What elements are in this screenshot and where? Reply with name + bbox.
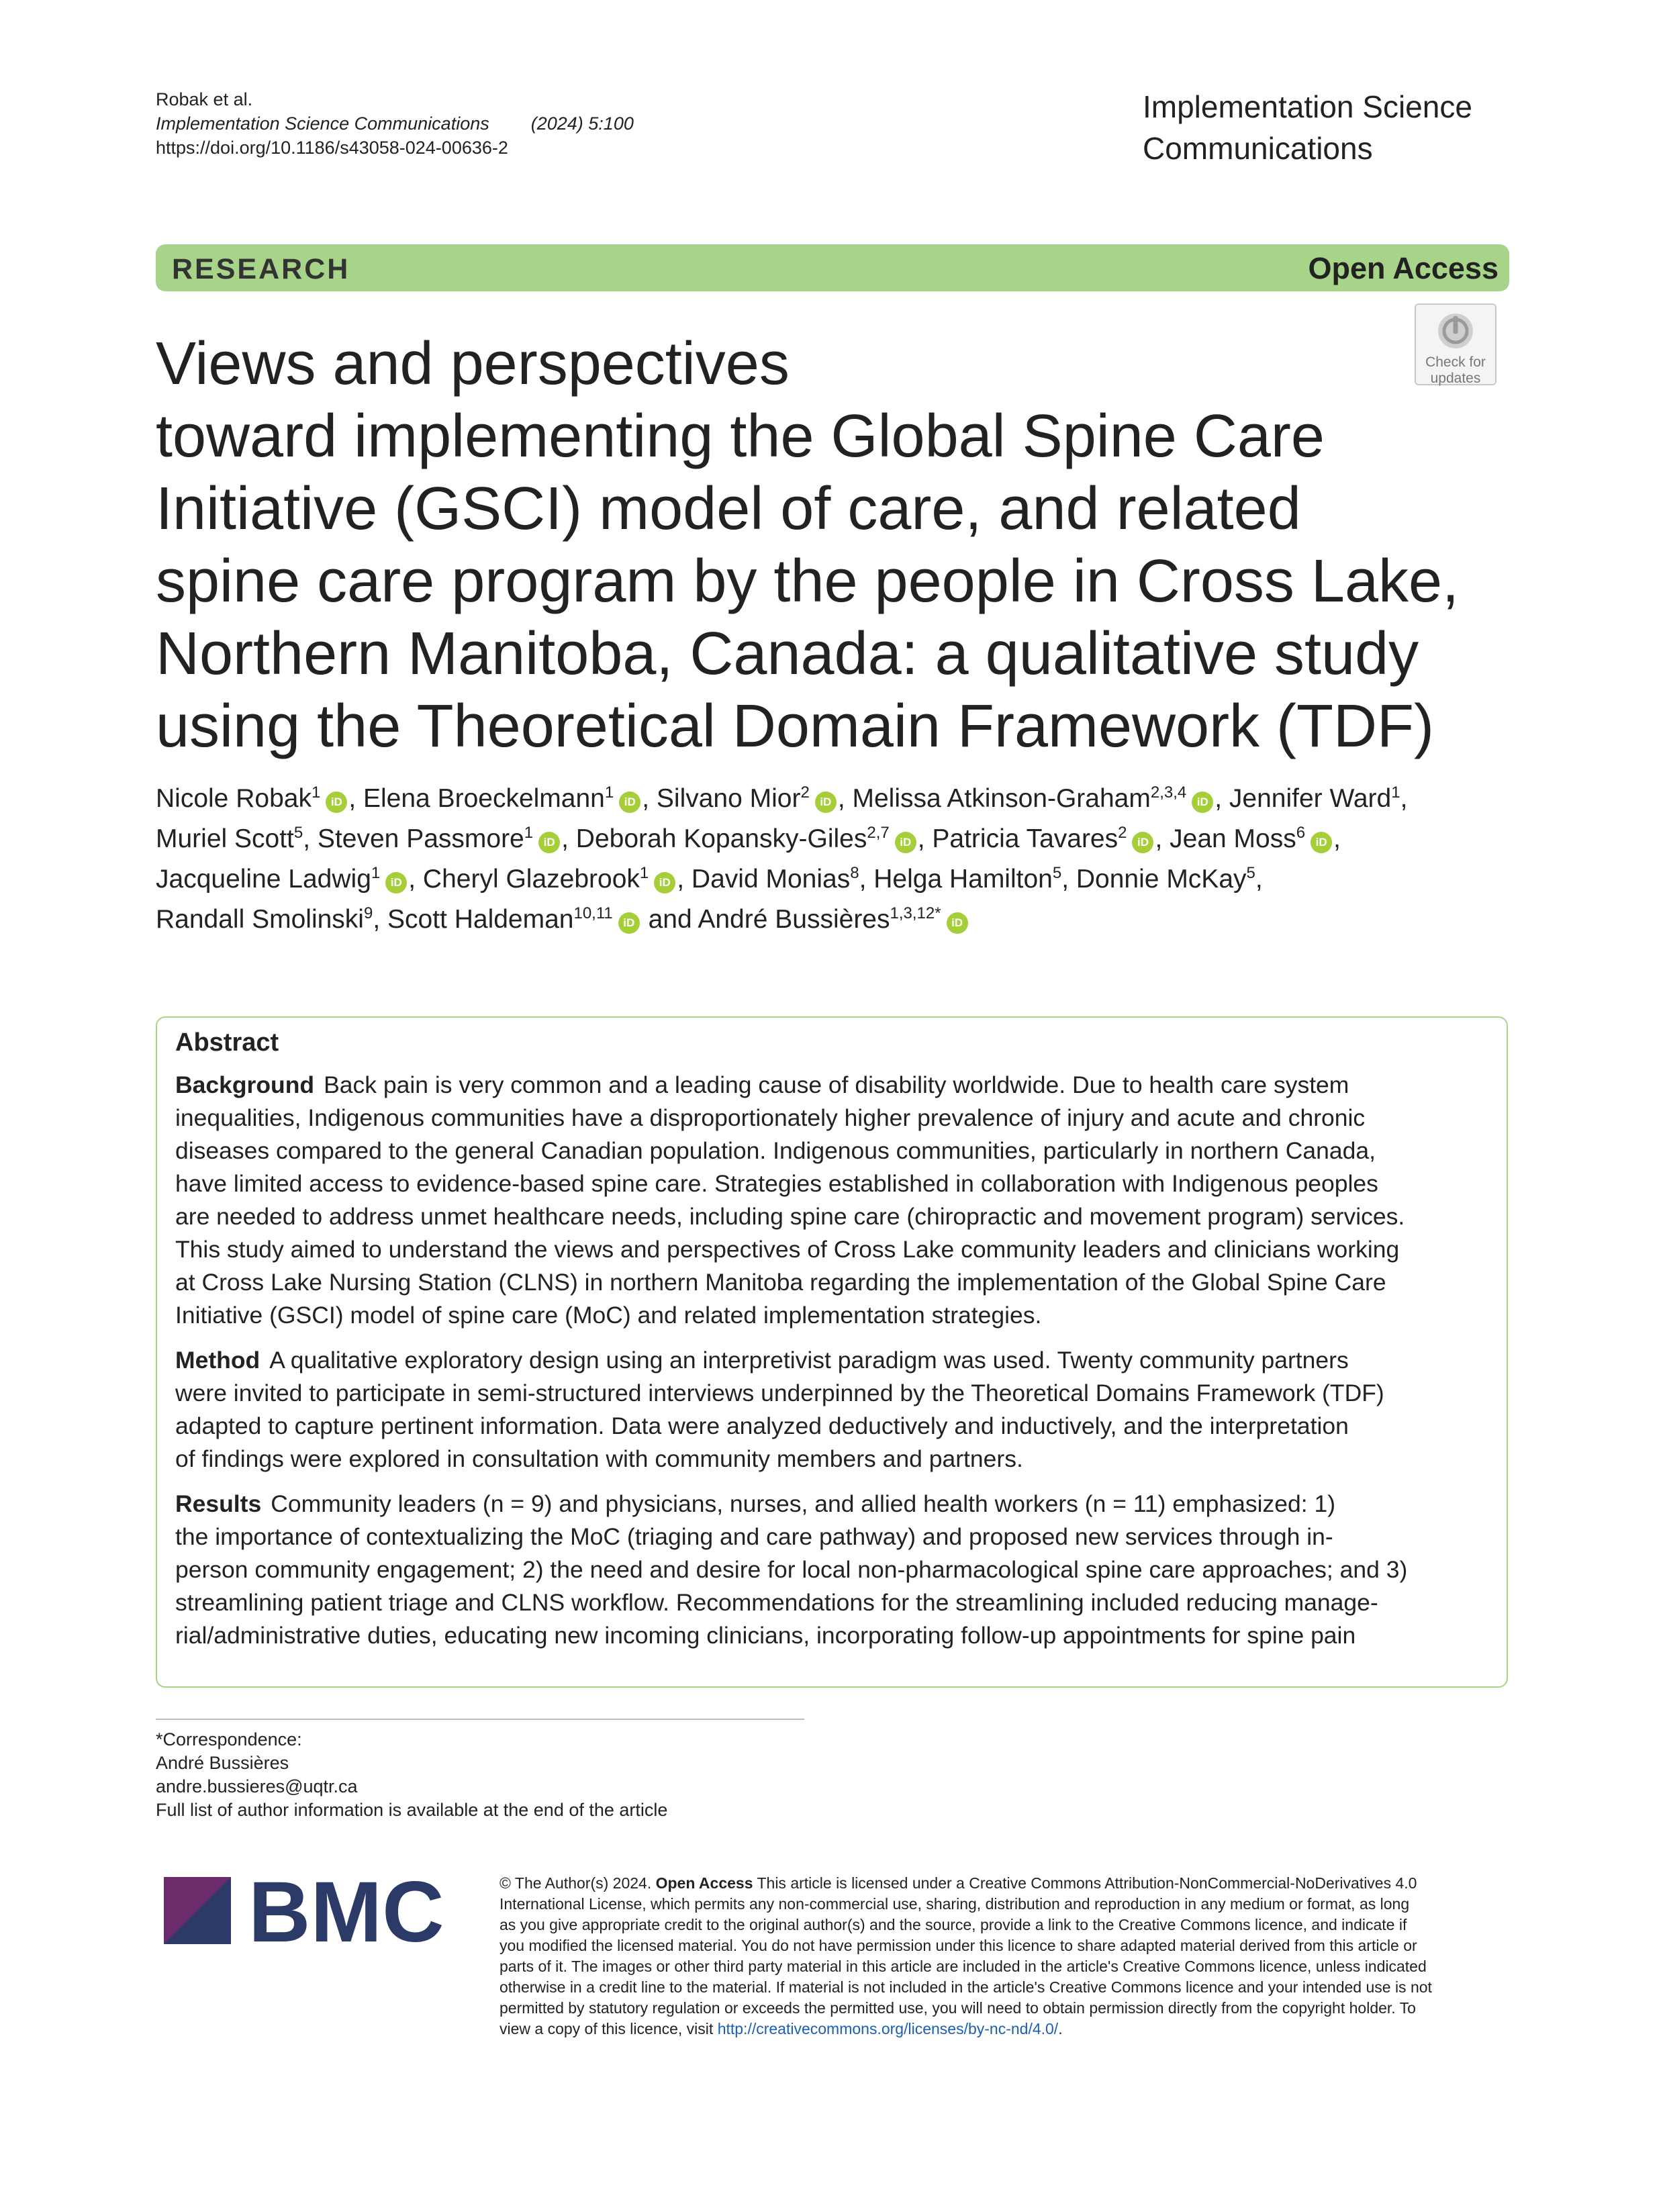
title-line: using the Theoretical Domain Framework (TDF) (156, 693, 1434, 760)
author-name: , Jean Moss (1155, 824, 1296, 853)
journal-name-line-1: Implementation Science (1143, 89, 1472, 124)
abstract-line: This study aimed to understand the views and perspectives of Cross Lake community leaders and clinicians working (175, 1236, 1400, 1263)
correspondence-email[interactable]: andre.bussieres@uqtr.ca (156, 1776, 358, 1796)
abstract-line: inequalities, Indigenous communities have a disproportionately higher prevalence of injury and acute and chronic (175, 1104, 1366, 1131)
author-name: , Scott Haldeman (373, 905, 574, 934)
article-title (156, 328, 1512, 763)
abstract-line: streamlining patient triage and CLNS workflow. Recommendations for the streamlining included reducing manage- (175, 1589, 1378, 1616)
license-text (500, 1873, 1507, 2039)
abstract-results (175, 1488, 1498, 1652)
abstract-method (175, 1344, 1498, 1476)
comma: , (1255, 865, 1263, 894)
section-label: RESEARCH (172, 253, 350, 285)
author-name: , David Monias (677, 865, 851, 894)
journal-citation: Implementation Science Communications (156, 113, 489, 134)
affiliation-sup: 1,3,12* (890, 904, 941, 922)
abstract-line: have limited access to evidence-based spine care. Strategies established in collaboration with Indigenous peoples (175, 1170, 1378, 1197)
abstract-line: Initiative (GSCI) model of spine care (MoC) and related implementation strategies. (175, 1302, 1042, 1329)
abstract-text: Community leaders (n = 9) and physicians, nurses, and allied health workers (n = 11) emphasized: 1) (271, 1490, 1336, 1517)
short-authors (156, 87, 634, 111)
orcid-icon[interactable]: iD (1311, 832, 1332, 853)
abstract-line: adapted to capture pertinent information. Data were analyzed deductively and inductively, and the interpretation (175, 1412, 1349, 1439)
bmc-logo-text: BMC (248, 1877, 444, 1951)
abstract-text: Back pain is very common and a leading cause of disability worldwide. Due to health care system (324, 1071, 1349, 1098)
orcid-icon[interactable]: iD (947, 912, 968, 934)
abstract-line: were invited to participate in semi-structured interviews underpinned by the Theoretical Domains Framework (TDF) (175, 1380, 1384, 1406)
author-name: , Silvano Mior (642, 784, 801, 813)
orcid-icon[interactable]: iD (895, 832, 916, 853)
orcid-icon[interactable]: iD (1132, 832, 1153, 853)
author-name: , Donnie McKay (1061, 865, 1247, 894)
license-line (500, 1873, 1507, 1894)
open-access-label: Open Access (1308, 251, 1498, 285)
author-list (156, 779, 1525, 940)
short-authors-text: Robak et al. (156, 89, 253, 109)
affiliation-sup: 1 (311, 783, 321, 802)
abstract-line: of findings were explored in consultation with community members and partners. (175, 1445, 1023, 1472)
abstract-line (175, 1488, 1498, 1521)
author-name: , Deborah Kopansky-Giles (561, 824, 867, 853)
comma: , (1400, 784, 1408, 813)
author-line (156, 819, 1525, 859)
title-line: Views and perspectives (156, 330, 790, 397)
affiliation-sup: 2,7 (867, 824, 890, 842)
abstract-line (175, 1069, 1498, 1102)
affiliation-sup: 1 (604, 783, 614, 802)
correspondence-name: André Bussières (156, 1753, 289, 1773)
bmc-logo (164, 1877, 453, 1951)
background-label: Background (175, 1071, 315, 1098)
method-label: Method (175, 1347, 260, 1374)
correspondence (156, 1728, 667, 1822)
footnote-divider (156, 1719, 804, 1720)
license-line: International License, which permits any non-commercial use, sharing, distribution and reproduction in any medium or format, as long (500, 1895, 1410, 1913)
citation-line (156, 111, 634, 136)
doi-link[interactable]: https://doi.org/10.1186/s43058-024-00636-2 (156, 138, 508, 158)
comma: , (1333, 824, 1341, 853)
abstract-heading: Abstract (175, 1028, 279, 1057)
orcid-icon[interactable]: iD (619, 791, 640, 813)
license-text-span: view a copy of this licence, visit (500, 2020, 714, 2037)
license-line: as you give appropriate credit to the original author(s) and the source, provide a link to the Creative Commons licence, and indicate if (500, 1916, 1407, 1933)
journal-name (1143, 86, 1545, 169)
license-text-span: . (1058, 2020, 1063, 2037)
correspondence-label: *Correspondence: (156, 1729, 302, 1749)
author-name: and André Bussières (640, 905, 890, 934)
author-line (156, 779, 1525, 819)
license-open-access: Open Access (655, 1874, 753, 1892)
affiliation-sup: 2 (1118, 824, 1127, 842)
author-line (156, 900, 1525, 940)
affiliation-sup: 9 (363, 904, 373, 922)
affiliation-sup: 6 (1296, 824, 1306, 842)
license-line (500, 2019, 1507, 2039)
author-name: Randall Smolinski (156, 905, 364, 934)
abstract-line: are needed to address unmet healthcare needs, including spine care (chiropractic and movement program) services. (175, 1203, 1405, 1230)
orcid-icon[interactable]: iD (538, 832, 560, 853)
section-banner (156, 244, 1509, 291)
orcid-icon[interactable]: iD (385, 872, 407, 894)
orcid-icon[interactable]: iD (654, 872, 675, 894)
abstract-line: diseases compared to the general Canadian population. Indigenous communities, particularly in northern Canada, (175, 1137, 1376, 1164)
author-name: , Helga Hamilton (859, 865, 1053, 894)
license-line: permitted by statutory regulation or exceeds the permitted use, you will need to obtain permission directly from the copyright holder. To (500, 1999, 1416, 2017)
orcid-icon[interactable]: iD (618, 912, 640, 934)
license-link[interactable]: http://creativecommons.org/licenses/by-nc-nd/4.0/ (717, 2020, 1059, 2037)
journal-name-line-2: Communications (1143, 131, 1373, 166)
author-name: Muriel Scott (156, 824, 294, 853)
abstract-line: rial/administrative duties, educating new incoming clinicians, incorporating follow-up appointments for spine pain (175, 1622, 1356, 1649)
license-line: otherwise in a credit line to the material. If material is not included in the article's Creative Commons licence and your intended use is not (500, 1978, 1432, 1996)
affiliation-sup: 1 (1391, 783, 1400, 802)
affiliation-sup: 1 (524, 824, 534, 842)
abstract-line: the importance of contextualizing the MoC (triaging and care pathway) and proposed new services through in- (175, 1523, 1333, 1550)
license-text-span: This article is licensed under a Creative Commons Attribution-NonCommercial-NoDerivatives 4.0 (757, 1874, 1417, 1892)
license-line: you modified the licensed material. You do not have permission under this licence to share adapted material derived from this article or (500, 1937, 1417, 1954)
affiliation-sup: 1 (639, 864, 649, 882)
affiliation-sup: 5 (293, 824, 303, 842)
check-updates-line-1: Check for (1425, 354, 1486, 370)
author-name: , Patricia Tavares (917, 824, 1119, 853)
author-name: Jacqueline Ladwig (156, 865, 371, 894)
license-line: parts of it. The images or other third party material in this article are included in the article's Creative Commons licence, unless indicated (500, 1958, 1427, 1975)
author-name: , Melissa Atkinson-Graham (837, 784, 1151, 813)
running-header (156, 87, 634, 160)
affiliation-sup: 5 (1246, 864, 1255, 882)
results-label: Results (175, 1490, 262, 1517)
orcid-icon[interactable]: iD (815, 791, 837, 813)
abstract-background (175, 1069, 1498, 1332)
abstract-text: A qualitative exploratory design using an interpretivist paradigm was used. Twenty community partners (269, 1347, 1349, 1374)
abstract-line: at Cross Lake Nursing Station (CLNS) in northern Manitoba regarding the implementation of the Global Spine Care (175, 1269, 1386, 1296)
author-info-note: Full list of author information is available at the end of the article (156, 1800, 668, 1820)
abstract-line (175, 1344, 1498, 1377)
affiliation-sup: 8 (850, 864, 859, 882)
title-line: spine care program by the people in Cross Lake, (156, 548, 1460, 615)
abstract-line: person community engagement; 2) the need and desire for local non-pharmacological spine care approaches; and 3) (175, 1556, 1408, 1583)
author-name: , Jennifer Ward (1215, 784, 1392, 813)
affiliation-sup: 5 (1052, 864, 1062, 882)
title-line: Initiative (GSCI) model of care, and related (156, 475, 1301, 542)
year-volume: (2024) 5:100 (530, 113, 634, 134)
check-updates-line-2: updates (1430, 371, 1481, 386)
title-line: toward implementing the Global Spine Care (156, 403, 1325, 470)
author-name: Nicole Robak (156, 784, 312, 813)
license-lead: © The Author(s) 2024. (500, 1874, 652, 1892)
author-name: , Elena Broeckelmann (348, 784, 605, 813)
title-line: Northern Manitoba, Canada: a qualitative study (156, 620, 1419, 687)
author-name: , Cheryl Glazebrook (408, 865, 640, 894)
author-name: , Steven Passmore (303, 824, 524, 853)
affiliation-sup: 10,11 (573, 904, 613, 922)
affiliation-sup: 2,3,4 (1150, 783, 1187, 802)
orcid-icon[interactable]: iD (326, 791, 347, 813)
author-line (156, 859, 1525, 900)
orcid-icon[interactable]: iD (1192, 791, 1213, 813)
affiliation-sup: 1 (371, 864, 381, 882)
affiliation-sup: 2 (800, 783, 810, 802)
